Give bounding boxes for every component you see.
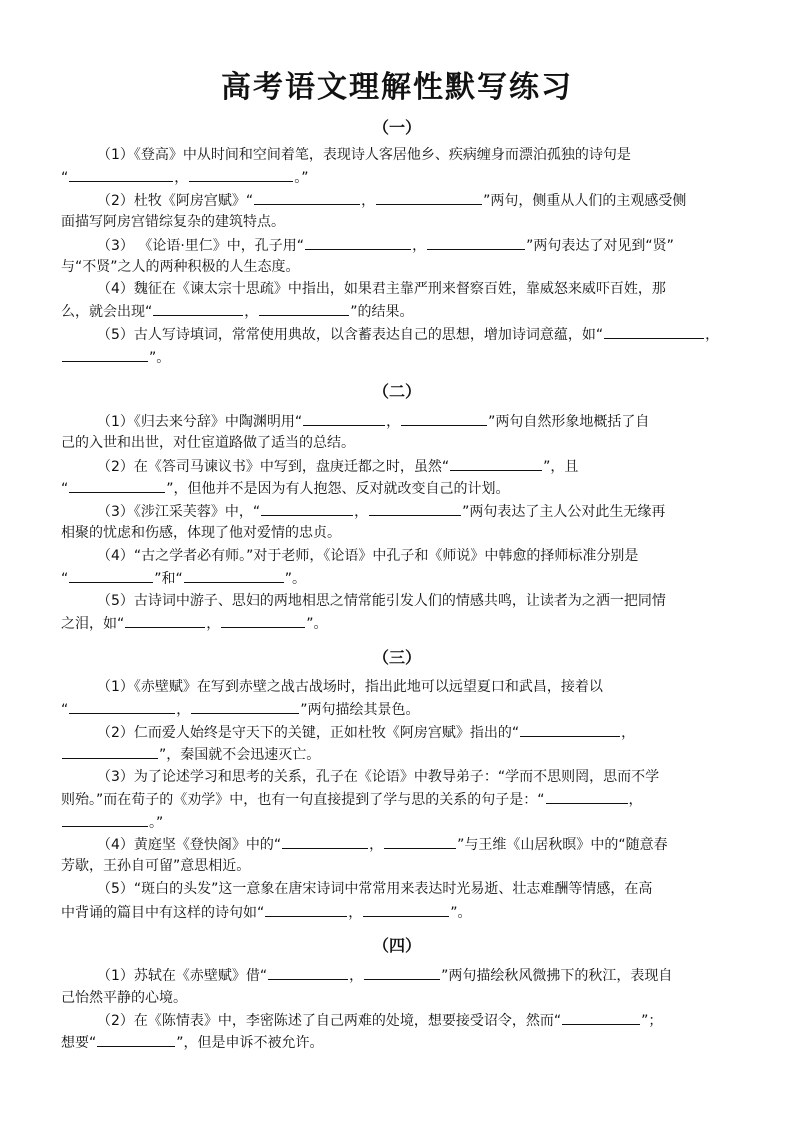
question-line: 之泪，如“ ， ”。: [61, 613, 328, 634]
answer-blank[interactable]: [69, 478, 165, 493]
question-line: 己的入世和出世，对仕宦道路做了适当的总结。: [61, 435, 355, 451]
answer-blank[interactable]: [265, 902, 347, 917]
answer-blank[interactable]: [62, 744, 158, 759]
question-line: 则殆。”而在荀子的《劝学》中，也有一句直接提到了学与思的关系的句子是：“ ，: [61, 789, 643, 810]
answer-blank[interactable]: [363, 902, 449, 917]
question-line: （1）《登高》中从时间和空间着笔，表现诗人客居他乡、疾病缠身而漂泊孤独的诗句是: [97, 147, 631, 163]
question-line: 相聚的忧虑和伤感，体现了他对爱情的忠贞。: [61, 525, 341, 541]
answer-blank[interactable]: [259, 301, 349, 316]
question-line: （2）仁而爱人始终是守天下的关键，正如杜牧《阿房宫赋》指出的“ ，: [97, 722, 635, 743]
answer-blank[interactable]: [69, 167, 173, 182]
question-line: （3）《涉江采芙蓉》中，“ ， ”两句表达了主人公对此生无缘再: [97, 501, 665, 522]
question-line: （1）苏轼在《赤壁赋》借“ ， ”两句描绘秋风微拂下的秋江，表现自: [97, 965, 672, 986]
question-line: 芳歇，王孙自可留”意思相近。: [61, 858, 251, 874]
answer-blank[interactable]: [69, 699, 175, 714]
section-heading-2: （二）: [372, 382, 421, 401]
question-line: “ ”和“ ”。: [61, 568, 306, 589]
question-line: （5）古人写诗填词，常常使用典故，以含蓄表达自己的思想，增加诗词意蕴，如“ ，: [97, 324, 719, 345]
question-line: ”。: [61, 347, 170, 368]
question-line: 己怡然平静的心境。: [61, 990, 187, 1006]
answer-blank[interactable]: [282, 834, 368, 849]
question-line: 。”: [61, 812, 163, 833]
question-line: “ ， 。”: [61, 167, 309, 188]
answer-blank[interactable]: [254, 190, 360, 205]
answer-blank[interactable]: [268, 965, 348, 980]
question-line: （5）“斑白的头发”这一意象在唐宋诗词中常常用来表达时光易逝、壮志难酬等情感，在高: [97, 881, 653, 897]
answer-blank[interactable]: [604, 324, 704, 339]
answer-blank[interactable]: [562, 1010, 640, 1025]
question-line: （1）《赤壁赋》在写到赤壁之战古战场时，指出此地可以远望夏口和武昌，接着以: [97, 679, 603, 695]
question-line: （2）杜牧《阿房宫赋》“ ， ”两句，侧重从人们的主观感受侧: [97, 190, 686, 211]
question-line: 么，就会出现“ ， ”的结果。: [61, 301, 414, 322]
question-line: （3） 《论语·里仁》中，孔子用“ ， ”两句表达了对见到“贤”: [97, 235, 674, 256]
question-line: （4）黄庭坚《登快阁》中的“ ， ”与王维《山居秋暝》中的“随意春: [97, 834, 668, 855]
section-heading-4: （四）: [372, 936, 421, 955]
answer-blank[interactable]: [546, 789, 628, 804]
answer-blank[interactable]: [153, 301, 243, 316]
answer-blank[interactable]: [401, 411, 487, 426]
answer-blank[interactable]: [97, 1032, 175, 1047]
answer-blank[interactable]: [62, 347, 148, 362]
answer-blank[interactable]: [191, 699, 299, 714]
section-heading-1: （一）: [372, 118, 421, 137]
question-line: （4）魏征在《谏太宗十思疏》中指出，如果君主靠严刑来督察百姓，靠威怒来威吓百姓，那: [97, 281, 666, 297]
answer-blank[interactable]: [369, 501, 461, 516]
question-line: （2）在《陈情表》中，李密陈述了自己两难的处境，想要接受诏令，然而“ ”；: [97, 1010, 662, 1031]
section-heading-3: （三）: [372, 648, 421, 667]
question-line: “ ， ”两句描绘其景色。: [61, 699, 420, 720]
answer-blank[interactable]: [450, 456, 542, 471]
answer-blank[interactable]: [427, 235, 525, 250]
answer-blank[interactable]: [69, 568, 153, 583]
question-line: 想要“ ”，但是申诉不被允许。: [61, 1032, 324, 1053]
answer-blank[interactable]: [261, 501, 353, 516]
answer-blank[interactable]: [376, 190, 482, 205]
question-line: “ ”，但他并不是因为有人抱怨、反对就改变自己的计划。: [61, 478, 510, 499]
answer-blank[interactable]: [184, 568, 284, 583]
answer-blank[interactable]: [384, 834, 456, 849]
question-line: 中背诵的篇目中有这样的诗句如“ ， ”。: [61, 902, 472, 923]
question-line: （4）“古之学者必有师。”对于老师，《论语》中孔子和《师说》中韩愈的择师标准分别是: [97, 548, 639, 564]
answer-blank[interactable]: [125, 613, 205, 628]
question-line: （5）古诗词中游子、思妇的两地相思之情常能引发人们的情感共鸣，让读者为之洒一把同情: [97, 593, 666, 609]
answer-blank[interactable]: [303, 411, 385, 426]
answer-blank[interactable]: [305, 235, 411, 250]
answer-blank[interactable]: [221, 613, 305, 628]
question-line: 与“不贤”之人的两种积极的人生态度。: [61, 259, 300, 275]
question-line: ”，秦国就不会迅速灭亡。: [61, 744, 320, 765]
answer-blank[interactable]: [62, 812, 148, 827]
question-line: （2）在《答司马谏议书》中写到，盘庚迁都之时，虽然“ ”，且: [97, 456, 578, 477]
question-line: （1）《归去来兮辞》中陶渊明用“ ， ”两句自然形象地概括了自: [97, 411, 649, 432]
question-line: 面描写阿房宫错综复杂的建筑特点。: [61, 214, 285, 230]
answer-blank[interactable]: [189, 167, 293, 182]
page-title: 高考语文理解性默写练习: [221, 70, 573, 105]
question-line: （3）为了论述学习和思考的关系，孔子在《论语》中教导弟子：“学而不思则罔，思而不学: [97, 769, 660, 785]
answer-blank[interactable]: [364, 965, 440, 980]
answer-blank[interactable]: [520, 722, 620, 737]
